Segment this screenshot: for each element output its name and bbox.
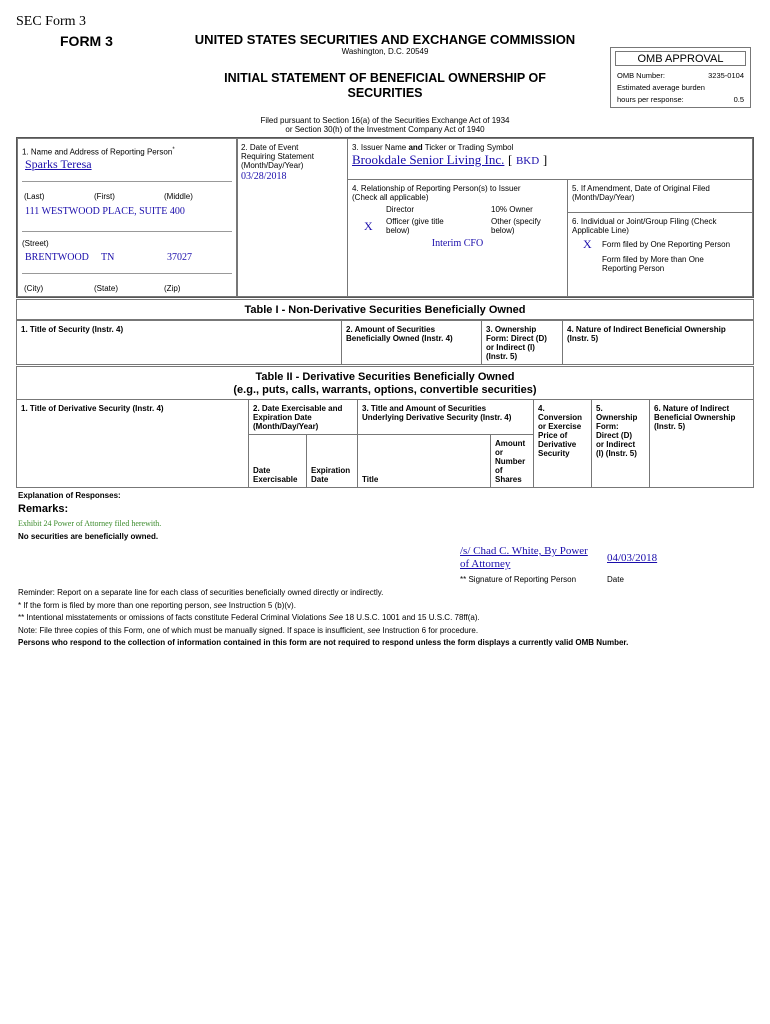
table2-col3-line1: 3. Title and Amount of Securities (362, 404, 487, 413)
table2-col5-line6: (I) (Instr. 5) (596, 449, 637, 458)
box-issuer (347, 138, 753, 180)
footer-note-post: Instruction 6 for procedure. (380, 625, 479, 635)
table2-sub-amount-line3: Number (495, 457, 526, 466)
statement-title (160, 71, 610, 101)
table2-title (17, 367, 753, 397)
footer-note (18, 625, 758, 638)
officer-check-mark: X (364, 219, 373, 233)
signature-line1[interactable]: /s/ Chad C. White, By Power (460, 545, 588, 557)
relationship-label (352, 184, 521, 202)
city-value: BRENTWOOD (25, 252, 89, 263)
zip-value: 37027 (167, 252, 192, 263)
middle-label: (Middle) (164, 192, 193, 201)
officer-title-value: Interim CFO (431, 238, 484, 249)
signature-date-link[interactable]: 04/03/2018 (607, 552, 658, 564)
table2-sub-date-line1: Date (253, 466, 271, 475)
table1-col2-label (346, 325, 453, 343)
remarks-exhibit: Exhibit 24 Power of Attorney filed herewith. (18, 519, 162, 528)
filed-pursuant-line1: Filed pursuant to Section 16(a) of the Securities Exchange Act of 1934 (260, 116, 510, 125)
other-label (491, 217, 541, 235)
table2-sub-title-label: Title (362, 475, 379, 484)
table1-col-nature (562, 320, 754, 365)
table1-col2-line2: Beneficially Owned (Instr. 4) (346, 334, 453, 343)
footer-star1-post: Instruction 5 (b)(v). (226, 600, 296, 610)
footer-persons: Persons who respond to the collection of information contained in this form are not required to respond unless the form displays a currently valid OMB Number. (18, 638, 629, 647)
table2-sub-amount-label (495, 439, 525, 484)
table2-col-dates (248, 399, 358, 435)
ten-pct-owner-label: 10% Owner (491, 205, 533, 214)
reporting-person-label-star: * (172, 147, 175, 153)
box-filing-type (567, 212, 753, 297)
table2-col5-line5: or Indirect (596, 440, 636, 449)
footer-note-pre: Note: File three copies of this Form, one of which must be manually signed. If space is insufficient, (18, 625, 368, 635)
amendment-label1: 5. If Amendment, Date of Original Filed (572, 184, 710, 193)
table1-col-amount (341, 320, 482, 365)
box-relationship (347, 179, 568, 297)
box-reporting-person (17, 138, 237, 297)
reporting-person-label-text: 1. Name and Address of Reporting Person (22, 147, 173, 157)
table1-col3-line3: or Indirect (I) (486, 343, 535, 352)
table2-col6-label (654, 404, 735, 431)
table1-col2-line1: 2. Amount of Securities (346, 325, 436, 334)
date-of-event-value: 03/28/2018 (241, 171, 287, 182)
more-person-label1: Form filed by More than One (602, 255, 704, 264)
table2-col4-line6: Security (538, 449, 570, 458)
table2-sub-date-line2: Exercisable (253, 475, 298, 484)
table2-sub-expiration (306, 434, 358, 488)
form-name: FORM 3 (60, 33, 113, 49)
table2-col4-line1: 4. (538, 404, 545, 413)
table2-sub-amount-line2: or (495, 448, 503, 457)
table1-col3-line2: Form: Direct (D) (486, 334, 547, 343)
table1-col-title (16, 320, 342, 365)
more-person-label (602, 255, 704, 273)
footer-notes (18, 587, 758, 650)
footer-star2-post: 18 U.S.C. 1001 and 15 U.S.C. 78ff(a). (342, 613, 480, 622)
omb-approval-title: OMB APPROVAL (615, 51, 746, 66)
omb-approval-box (610, 47, 751, 108)
director-label: Director (386, 205, 415, 214)
filing-type-label (572, 217, 717, 235)
table1-col4-line1: 4. Nature of Indirect Beneficial Ownership (567, 325, 726, 334)
table2-sub-title (357, 434, 491, 488)
ticker-bracket-close: ] (542, 152, 548, 167)
footer-star1 (18, 600, 758, 613)
table2-sub-date-exercisable (248, 434, 307, 488)
table2-sub-amount (490, 434, 534, 488)
table2-col4-line4: Price of (538, 431, 568, 440)
table2-col-title (16, 399, 249, 488)
relationship-label1: 4. Relationship of Reporting Person(s) to Issuer (352, 184, 521, 193)
officer-label1: Officer (give title (386, 217, 444, 226)
page-header: SEC Form 3 (16, 14, 87, 29)
table2-sub-amount-line1: Amount (495, 439, 526, 448)
table1-col4-line2: (Instr. 5) (567, 334, 599, 343)
zip-label: (Zip) (164, 284, 181, 293)
table2-col5-line1: 5. (596, 404, 603, 413)
table2-col4-line3: or Exercise (538, 422, 582, 431)
omb-hours-label: hours per response: (617, 95, 684, 104)
amendment-label2: (Month/Day/Year) (572, 193, 635, 202)
issuer-line (352, 152, 547, 168)
officer-label (386, 217, 444, 235)
signature-block (460, 545, 600, 571)
table2-col4-line5: Derivative (538, 440, 577, 449)
table2-title-line2: (e.g., puts, calls, warrants, options, convertible securities) (233, 384, 537, 396)
footer-star2-pre: ** Intentional misstatements or omissions of facts constitute Federal Criminal Violations (18, 613, 329, 622)
table2-sub-amount-line5: Shares (495, 475, 522, 484)
agency-name: UNITED STATES SECURITIES AND EXCHANGE COMMISSION (194, 32, 576, 47)
remarks-label: Remarks: (18, 503, 69, 515)
city-underline (22, 273, 232, 274)
table1-col1-label: 1. Title of Security (Instr. 4) (21, 325, 124, 334)
footer-star1-see: see (213, 600, 227, 610)
last-label: (Last) (24, 192, 45, 201)
other-label1: Other (specify (491, 217, 541, 226)
box-amendment (567, 179, 753, 213)
table2-col2-line1: 2. Date Exercisable and (253, 404, 343, 413)
issuer-name-link[interactable]: Brookdale Senior Living Inc. (352, 152, 505, 167)
first-label: (First) (94, 192, 115, 201)
one-person-label: Form filed by One Reporting Person (602, 240, 731, 249)
omb-number-value: 3235-0104 (708, 71, 744, 80)
filing-type-label2: Applicable Line) (572, 226, 629, 235)
agency-city: Washington, D.C. 20549 (341, 47, 429, 56)
table2-col6-line1: 6. Nature of Indirect (654, 404, 730, 413)
footer-star1-pre: * If the form is filed by more than one reporting person, (18, 600, 214, 610)
table2-sub-exp-line1: Expiration (311, 466, 351, 475)
table2-col-ownership (591, 399, 650, 488)
table2-col3-line2: Underlying Derivative Security (Instr. 4) (362, 413, 512, 422)
table2-col4-label (538, 404, 582, 458)
footer-star2-see: See (328, 613, 343, 622)
table1-title: Table I - Non-Derivative Securities Beneficially Owned (244, 304, 526, 316)
table2-col-underlying (357, 399, 534, 435)
date-of-event-label2: Requiring Statement (241, 152, 314, 161)
state-value: TN (101, 252, 115, 263)
table2-col4-line2: Conversion (538, 413, 583, 422)
table2-sub-exp-line2: Date (311, 475, 329, 484)
issuer-label-post: Ticker or Trading Symbol (422, 143, 514, 152)
table2-title-box (16, 366, 754, 400)
issuer-label-and: and (408, 143, 423, 152)
table2-col5-label (596, 404, 637, 458)
table2-col5-line4: Direct (D) (596, 431, 633, 440)
issuer-label (352, 143, 513, 152)
ticker-symbol: BKD (515, 155, 540, 167)
table1-col3-line1: 3. Ownership (486, 325, 537, 334)
date-of-event-label (241, 143, 314, 170)
date-of-event-label1: 2. Date of Event (241, 143, 299, 152)
table2-col-conversion (533, 399, 592, 488)
reporting-person-label (22, 146, 175, 157)
omb-hours-value: 0.5 (733, 95, 744, 104)
street-value: 111 WESTWOOD PLACE, SUITE 400 (25, 206, 185, 217)
table2-col6-line2: Beneficial Ownership (654, 413, 736, 422)
table2-col2-label (253, 404, 342, 431)
omb-burden-label: Estimated average burden (617, 83, 705, 92)
table2-col2-line2: Expiration Date (253, 413, 312, 422)
more-person-label2: Reporting Person (602, 264, 665, 273)
amendment-label (572, 184, 710, 202)
statement-title-line2: SECURITIES (347, 86, 423, 100)
filed-pursuant (160, 116, 610, 134)
table2-sub-amount-line4: of (495, 466, 503, 475)
footer-reminder: Reminder: Report on a separate line for each class of securities beneficially owned directly or indirectly. (18, 588, 384, 597)
date-of-event-label3: (Month/Day/Year) (241, 161, 304, 170)
filed-pursuant-line2: or Section 30(h) of the Investment Company Act of 1940 (285, 125, 485, 134)
table1-col3-line4: (Instr. 5) (486, 352, 518, 361)
state-label: (State) (94, 284, 119, 293)
name-underline (22, 181, 232, 182)
table2-sub-exp-label (311, 466, 350, 484)
table2-col2-line3: (Month/Day/Year) (253, 422, 319, 431)
signature-line2[interactable]: of Attorney (460, 558, 511, 570)
footer-star2 (18, 612, 758, 625)
city-label: (City) (24, 284, 44, 293)
ticker-bracket-open: [ (507, 152, 513, 167)
table2-sub-date-label (253, 466, 297, 484)
other-label2: below) (491, 226, 515, 235)
table2-col1-label: 1. Title of Derivative Security (Instr. 4) (21, 404, 164, 413)
box-date-of-event (237, 138, 348, 297)
table2-col5-line2: Ownership (596, 413, 638, 422)
remarks-note: No securities are beneficially owned. (18, 532, 159, 541)
filing-type-label1: 6. Individual or Joint/Group Filing (Check (572, 217, 717, 226)
relationship-label2: (Check all applicable) (352, 193, 429, 202)
statement-title-line1: INITIAL STATEMENT OF BENEFICIAL OWNERSHIP OF (224, 71, 546, 85)
table2-col6-line3: (Instr. 5) (654, 422, 686, 431)
table1-col3-label (486, 325, 547, 361)
explanation-label: Explanation of Responses: (18, 491, 121, 500)
signature-date-label: Date (607, 575, 624, 584)
one-person-check-mark: X (583, 237, 592, 251)
table2-col3-label (362, 404, 511, 422)
omb-number-label: OMB Number: (617, 71, 665, 80)
footer-note-see: see (367, 625, 381, 635)
table1-col4-label (567, 325, 726, 343)
table1-title-box (16, 299, 754, 320)
signature-label: ** Signature of Reporting Person (460, 575, 577, 584)
street-underline (22, 231, 232, 232)
street-label: (Street) (22, 239, 49, 248)
reporting-person-name-link[interactable]: Sparks Teresa (25, 157, 92, 171)
table2-title-line1: Table II - Derivative Securities Beneficially Owned (255, 371, 515, 383)
table2-col5-line3: Form: (596, 422, 619, 431)
table1-col-ownership (481, 320, 563, 365)
issuer-label-pre: 3. Issuer Name (352, 143, 409, 152)
officer-label2: below) (386, 226, 410, 235)
table2-col-nature (649, 399, 754, 488)
